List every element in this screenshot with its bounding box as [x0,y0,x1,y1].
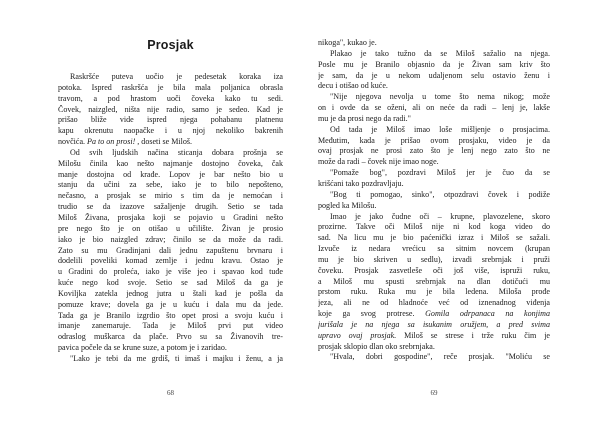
text-line [318,212,550,223]
text-line [58,83,283,94]
text-line [58,278,283,289]
text-line [318,157,550,168]
line-text: dodelili poveliki komad zemlje i jednu kravu. Ostao je [58,256,283,266]
text-line [318,287,550,298]
line-text: kuće nego kod svoje. Setio se sad Miloš da ga je [58,278,283,288]
left-page-text [58,72,283,365]
line-text: manje dostojna od krađe. Lopov je bar nešto bio u [58,169,283,179]
text-line [58,256,283,267]
text-line [58,159,283,170]
line-text: Imao je jako čudne oči – krupne, plavozelene, skoro [330,211,550,221]
text-line [58,72,283,83]
text-line [318,60,550,71]
page-number-left: 68 [167,389,174,397]
line-text: Milošu činila kao nešto najmanje dostojno čoveka, čak [58,158,283,168]
text-line [318,320,550,331]
italic-text: Pa to on prosi! [87,137,138,147]
text-line [318,352,550,363]
line-text: decu i otišao od kuće. [318,81,388,91]
text-line [58,289,283,300]
text-line [318,71,550,82]
line-text: a Miloš mu spusti srebrnjak na dlan dotičući mu [318,276,550,286]
line-text: prozirne. Takve oči Miloš nije ni kod koga video do [318,222,550,232]
line-text: odraslog muškarca da plače. Prvo su sa Živanovih tre- [58,332,283,342]
text-line [318,125,550,136]
line-text: Miloš se strese i trže ruku čim je [396,330,550,340]
line-text: prišao bliže vide ispred njega pohabanu platnenu [58,115,283,125]
text-line [318,277,550,288]
text-line [58,126,283,137]
italic-text: jurišala je na njega sa isukanim oružjem, a pred svima [318,319,550,329]
text-line [318,255,550,266]
text-line [318,168,550,179]
italic-text: Gomila odrpanaca na konjima [425,309,550,319]
text-line [58,170,283,181]
line-text: prstom ruku. Ruka mu je bila ledena. Miloša prođe [318,287,550,297]
line-text: travom, a pod hrastom uoči čoveka kako tu sedi. [58,93,283,103]
text-line [58,321,283,332]
line-text: , doseti se Miloš. [137,137,193,147]
line-text: krišćani tako pozdravljaju. [318,178,404,188]
text-line [58,267,283,278]
line-text: može da radi – čovek nije imao noge. [318,157,439,167]
text-line [318,309,550,320]
line-text: prosjak sklopio dlan oko srebrnjaka. [318,341,435,351]
text-line [318,244,550,255]
line-text: jeza, ali ne od hladnoće već od iznenadnog viđenja [318,298,550,308]
text-line [58,94,283,105]
line-text: Tada ga je Branilo izgrdio što opet prosi a svoju kuću i [58,310,283,320]
text-line [58,332,283,343]
line-text: Zato su mu Gradinjani dali jednu zapuštenu brvnaru i [58,245,283,255]
line-text: čoveku. Prosjak zasvetleše oči još više, ispruži ruku, [318,265,550,275]
text-line [58,213,283,224]
text-line [318,201,550,212]
text-line [58,115,283,126]
text-line [318,103,550,114]
line-text: trudio se da izazove sažaljenje drugih. Setio se tada [58,202,283,212]
line-text: kapu okrenutu naopačke i u njoj nekoliko bakrenih [58,126,283,136]
line-text: on i ovde da se oženi, ali on neće da radi – lenj je, lakše [318,103,550,113]
line-text: "Hvala, dobri gospodine", reče prosjak. "Moliću se [330,352,550,362]
line-text: koje ga svog protrese. [318,309,426,319]
italic-text: upravo ovaj prosjak. [318,330,397,340]
line-text: Raskršće puteva uočio je pedesetak koraka iza [70,72,283,81]
line-text: ovaj prosjak ne prosi zato što je lenj nego zato što ne [318,146,550,156]
line-text: Od tada je Miloš imao loše mišljenje o prosjacima. [330,124,550,134]
line-text: Od svih ljudskih načina sticanja dobara prošnja se [70,147,283,157]
text-line [58,224,283,235]
line-text: potoka. Ispred raskršća je bila mala poljanica obrasla [58,82,283,92]
text-line [318,190,550,201]
text-line [318,49,550,60]
line-text: "Lako je tebi da me grdiš, ti imaš i majku i ženu, a ja [70,353,283,363]
line-text: pre nego što je on otišao u učilište. Živan je prosio [58,223,283,233]
text-line [318,136,550,147]
line-text: mu je bio skriven u sedlu), izvadi srebrnjak i pruži [318,254,550,264]
text-line [58,148,283,159]
line-text: u Gradini do proleća, iako je više jeo i spavao kod tuđe [58,267,283,277]
line-text: je sam, da je u nekom udaljenom selu ostavio ženu i [318,70,550,80]
line-text: stanju da učini za sebe, iako je to bilo nepošteno, [58,180,283,190]
text-line [318,38,550,49]
text-line [58,191,283,202]
line-text: iako je bio naizgled zdrav; činilo se da može da radi. [58,234,283,244]
line-text: nečasno, a prosjak se mirio s tim da je nemoćan i [58,191,283,201]
line-text: nikoga", kukao je. [318,38,377,47]
text-line [318,92,550,103]
line-text: mu je da prosi nego da radi." [318,113,411,123]
text-line [318,81,550,92]
text-line [318,342,550,353]
line-text: "Bog ti pomogao, sinko", otpozdravi čovek i podiže [330,189,550,199]
line-text: Čovek, naizgled, ništa nije radio, samo je sedeo. Kad je [58,104,283,114]
line-text: Izvuče iz nedara vrećicu sa sitnim novcem (krupan [318,244,550,254]
text-line [58,300,283,311]
line-text: sad. Na licu mu je bio paćenički izraz i Miloš se sažali. [318,233,550,243]
text-line [58,354,283,365]
text-line [318,298,550,309]
line-text: pogled ka Milošu. [318,200,377,210]
text-line [58,137,283,148]
text-line [318,233,550,244]
page-number-right: 69 [430,389,438,397]
text-line [58,246,283,257]
line-text: Međutim, kada je prišao ovom prosjaku, video je da [318,135,550,145]
text-line [58,343,283,354]
line-text: Posle mu je Branilo objasnio da je Živan sam kriv što [318,59,550,69]
line-text: Kovilјka zatekla jednog jutra u štali kad je pošla da [58,288,283,298]
text-line [318,146,550,157]
right-page-text [318,38,550,363]
line-text: "Nije njegova nevolja u tome što nema nikog; može [330,92,550,102]
line-text: imanje zanemaruje. Tada je Miloš prvi put video [58,321,283,331]
text-line [318,266,550,277]
text-line [318,114,550,125]
line-text: pavica počele da se krune suze, a potom je i zaridao. [58,343,227,353]
right-page [318,0,550,424]
line-text: pomuze krave; dovela ga je u kuću i dala mu da jede. [58,299,283,309]
chapter-title: Prosjak [147,38,194,52]
text-line [318,222,550,233]
line-text: novčića. [58,137,88,147]
left-page [58,0,283,424]
text-line [318,179,550,190]
text-line [58,180,283,191]
text-line [58,202,283,213]
line-text: Miloš Živana, prosjaka koji se pojavio u Gradini nešto [58,212,283,222]
line-text: Plakao je tako tužno da se Miloš sažalio na njega. [330,48,550,58]
line-text: "Pomaže bog", pozdravi Miloš jer je čuo da se [330,168,550,178]
text-line [58,311,283,322]
text-line [318,331,550,342]
text-line [58,105,283,116]
text-line [58,235,283,246]
